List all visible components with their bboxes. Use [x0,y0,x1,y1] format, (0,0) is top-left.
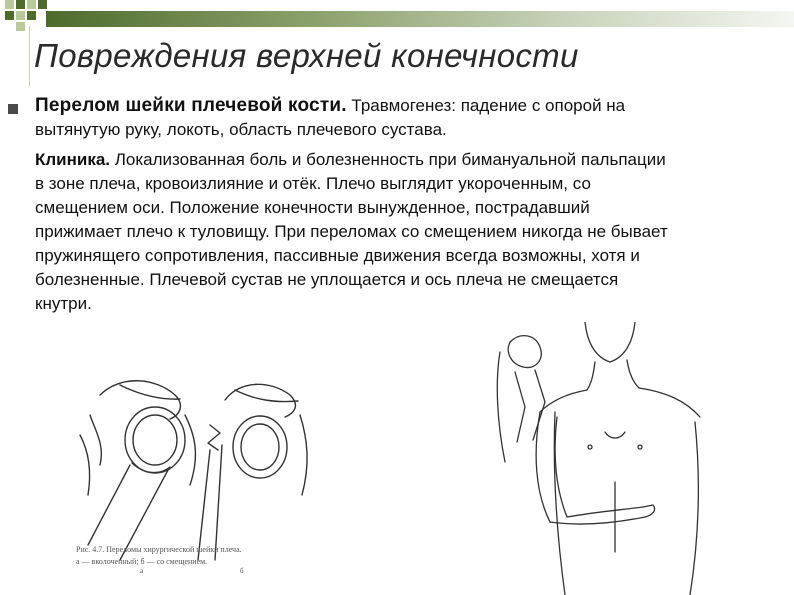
header-square-1 [5,0,14,9]
header-square-2 [16,0,25,9]
figure-caption-line-1: Рис. 4.7. Переломы хирургической шейки плеча. [76,545,242,554]
figure-label-a: а [140,567,144,575]
paragraph2-line-3: смещением оси. Положение конечности вынужденное, пострадавший [35,198,590,217]
header-divider [29,26,30,86]
bullet-square-icon [8,104,18,114]
figure-caption [76,544,242,568]
header-square-8 [16,22,25,31]
paragraph2-line-6: болезненные. Плечевой сустав не уплощается и ось плеча не смещается [35,270,619,289]
paragraph2-line-7: кнутри. [35,294,92,313]
paragraph2-line-5: пружинящего сопротивления, пассивные движения всегда возможны, хотя и [35,246,640,265]
paragraph1-line-1 [35,94,787,118]
paragraph-traumogenesis [35,94,787,142]
slide-body [35,94,787,316]
paragraph1-line-2: вытянутую руку, локоть, область плечевого сустава. [35,120,447,139]
paragraph2-line-4: прижимает плечо к туловищу. При переломах со смещением никогда не бывает [35,222,668,241]
header-gradient-band [46,11,794,27]
paragraph-clinic [35,148,787,316]
figure-caption-line-2: а — вколоченный; б — со смещением. [76,557,208,566]
header-square-7 [27,11,36,20]
paragraph1-lead: Перелом шейки плечевой кости. [35,95,347,116]
header-square-3 [27,0,36,9]
paragraph2-line-2: в зоне плеча, кровоизлияние и отёк. Плечо выглядит укороченным, со [35,174,591,193]
paragraph1-text-1: Травмогенез: падение с опорой на [346,96,626,115]
paragraph2-lead: Клиника. [35,150,111,169]
header-square-6 [16,11,25,20]
slide-title: Повреждения верхней конечности [34,37,579,74]
paragraph2-line-1 [35,148,787,172]
header-square-4 [38,0,47,9]
patient-posture-illustration [495,322,794,595]
header-square-5 [5,11,14,20]
paragraph2-text-1: Локализованная боль и болезненность при бимануальной пальпации [110,150,666,169]
figure-label-b: б [240,567,244,575]
